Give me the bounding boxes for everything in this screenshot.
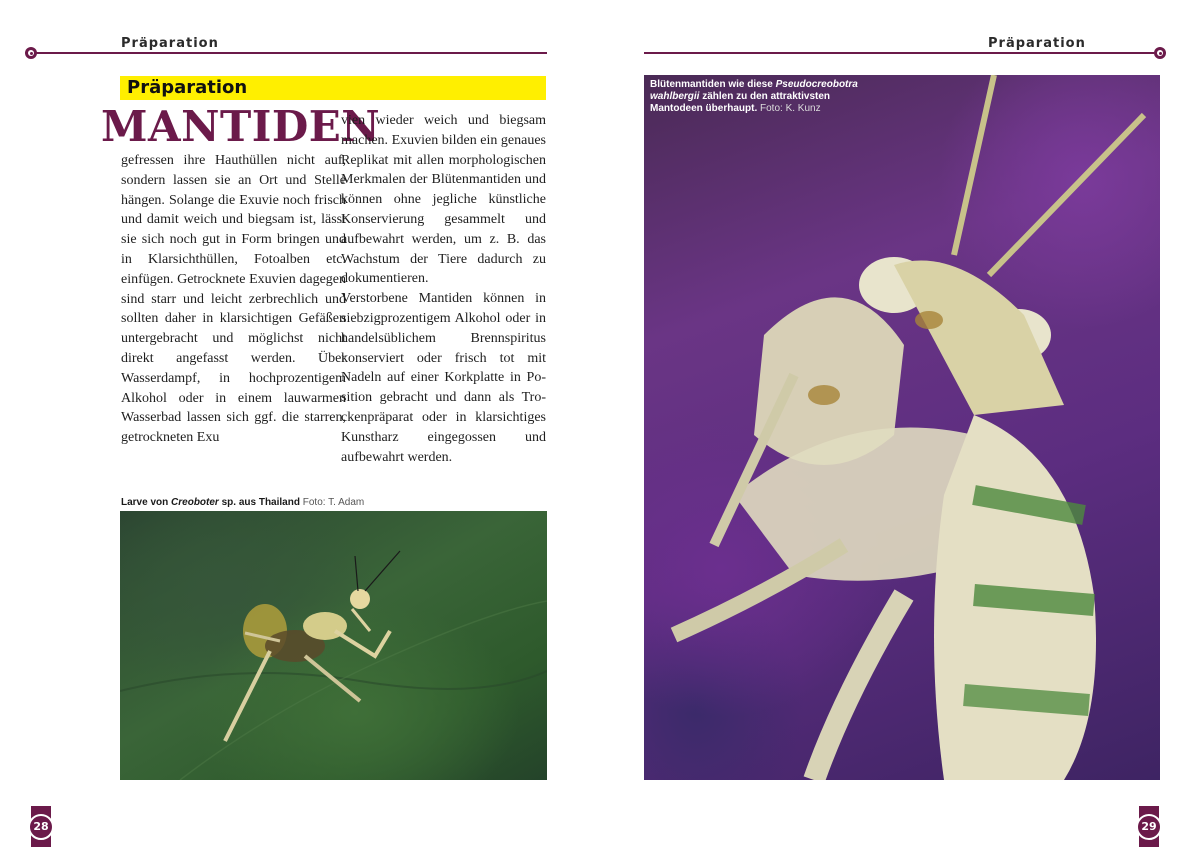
page-number-tab-right xyxy=(1139,806,1159,847)
photo-credit-right: Foto: K. Kunz xyxy=(760,103,821,114)
caption-prefix: Blütenmantiden wie diese xyxy=(650,79,776,90)
photo-credit-left: Foto: T. Adam xyxy=(302,497,365,508)
text-column-1 xyxy=(121,151,346,448)
caption-species: Creoboter xyxy=(171,497,219,508)
column-2-paragraph-1: vien wieder weich und biegsam machen. Exuvien bilden ein genaues Replikat mit allen morphologischen Merkmalen der Blütenmantiden und können ohne jegliche künstliche Konservierung gesammelt und aufbewahrt werden, um z. B. das Wachstum der Tiere dadurch zu dokumentieren. xyxy=(341,113,546,287)
photo-mantis-larva xyxy=(120,511,547,780)
header-rule-left xyxy=(36,52,547,54)
mantis-larva-illustration xyxy=(120,511,547,780)
running-head-right: Präparation xyxy=(988,36,1086,51)
page-number-right: 29 xyxy=(1136,814,1162,840)
photo-caption-left xyxy=(121,497,364,509)
running-head-left: Präparation xyxy=(121,36,219,51)
column-1-text: gefressen ihre Hauthüllen nicht auf, sondern lassen sie an Ort und Stelle hängen. Solange die Exuvie noch frisch und damit weich und biegsam ist, lässt sie sich noch gut in Form bringen und in Klarsichthüllen, Fotoalben etc. einfügen. Getrocknete Exuvien dagegen sind starr und leicht zerbrechlich und sollten daher in klarsichtigen Gefäßen untergebracht und möglichst nicht direkt angefasst werden. Über Wasserdampf, in hochprozentigem Alkohol oder in einem lauwarmen Wasserbad lassen sich ggf. die starren, getrockneten Exu xyxy=(121,153,346,446)
page-number-left: 28 xyxy=(28,814,54,840)
photo-flower-mantis xyxy=(644,75,1160,780)
caption-species: Pseudocreobotra wahlbergii xyxy=(650,79,858,102)
caption-suffix: zählen zu den attraktivsten Mantodeen überhaupt. xyxy=(650,91,831,114)
column-2-paragraph-2: Verstorbene Mantiden können in siebzigprozentigem Alkohol oder in handelsüblichem Brennspiritus konserviert oder frisch tot mit Nadeln auf einer Korkplatte in Position gebracht und dann als Trockenpräparat oder in klarsichtiges Kunstharz eingegossen und aufbewahrt werden. xyxy=(341,291,546,465)
header-bullet-right xyxy=(1154,47,1166,59)
header-rule-right xyxy=(644,52,1154,54)
flower-mantis-illustration xyxy=(644,75,1160,780)
page-number-tab-left xyxy=(31,806,51,847)
photo-caption-right xyxy=(650,79,880,115)
headline-word: MANTIDEN xyxy=(101,102,381,151)
section-title: Präparation xyxy=(120,76,546,100)
caption-prefix: Larve von xyxy=(121,497,172,508)
text-column-2 xyxy=(341,111,546,467)
caption-suffix: sp. aus Thailand xyxy=(218,497,300,508)
